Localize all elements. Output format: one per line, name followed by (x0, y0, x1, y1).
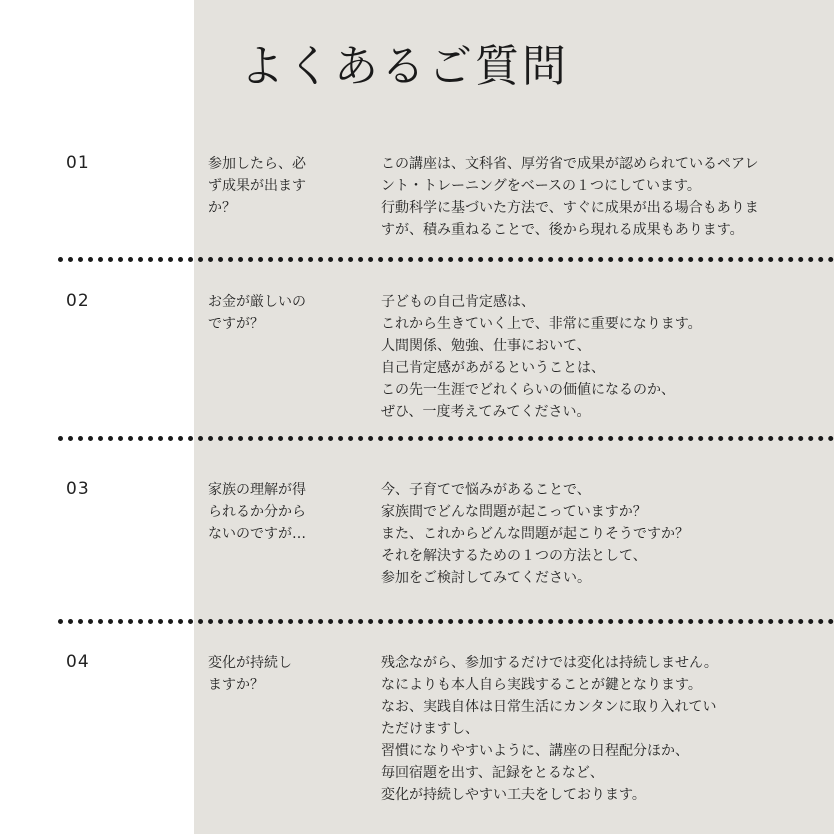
answer-line: 行動科学に基づいた方法で、すぐに成果が出る場合もありま (381, 200, 759, 216)
answer-line: 変化が持続しやすい工夫をしております。 (381, 787, 646, 803)
dotted-divider (58, 619, 834, 624)
faq-question (208, 479, 338, 545)
answer-line: 子どもの自己肯定感は、 (381, 294, 535, 310)
answer-line: それを解決するための１つの方法として、 (381, 548, 647, 564)
faq-number: 04 (66, 652, 90, 672)
answer-line: すが、積み重ねることで、後から現れる成果もあります。 (381, 222, 744, 238)
dotted-divider (58, 436, 834, 441)
faq-question (208, 291, 338, 335)
faq-number: 03 (66, 479, 90, 499)
answer-line: ただけますし、 (381, 721, 479, 737)
answer-line: なお、実践自体は日常生活にカンタンに取り入れてい (381, 699, 717, 715)
question-line: 変化が持続し (208, 655, 292, 671)
page-title: よくあるご質問 (240, 41, 569, 92)
question-line: ず成果が出ます (208, 178, 306, 194)
question-line: ないのですが… (208, 526, 306, 542)
answer-line: 残念ながら、参加するだけでは変化は持続しません。 (381, 655, 718, 671)
question-line: か？ (208, 200, 236, 216)
answer-line: この講座は、文科省、厚労省で成果が認められているペアレ (381, 156, 759, 172)
answer-line: 人間関係、勉強、仕事において、 (381, 338, 591, 354)
question-line: ですが？ (208, 316, 264, 332)
dotted-divider (58, 257, 834, 262)
faq-question (208, 153, 338, 219)
answer-line: 今、子育てで悩みがあることで、 (381, 482, 591, 498)
answer-line: 参加をご検討してみてください。 (381, 570, 591, 586)
answer-line: また、これからどんな問題が起こりそうですか？ (381, 526, 689, 542)
answer-line: なによりも本人自ら実践することが鍵となります。 (381, 677, 702, 693)
faq-number: 02 (66, 291, 90, 311)
question-line: られるか分から (208, 504, 306, 520)
question-line: 家族の理解が得 (208, 482, 306, 498)
answer-line: この先一生涯でどれくらいの価値になるのか、 (381, 382, 675, 398)
question-line: 参加したら、必 (208, 156, 306, 172)
answer-line: ぜひ、一度考えてみてください。 (381, 404, 591, 420)
faq-answer (381, 652, 821, 806)
answer-line: これから生きていく上で、非常に重要になります。 (381, 316, 702, 332)
faq-answer (381, 479, 821, 589)
faq-answer (381, 291, 821, 423)
answer-line: 家族間でどんな問題が起こっていますか？ (381, 504, 647, 520)
faq-answer (381, 153, 821, 241)
question-line: ますか？ (208, 677, 264, 693)
answer-line: 自己肯定感があがるということは、 (381, 360, 605, 376)
question-line: お金が厳しいの (208, 294, 306, 310)
answer-line: 習慣になりやすいように、講座の日程配分ほか、 (381, 743, 689, 759)
faq-number: 01 (66, 153, 90, 173)
answer-line: 毎回宿題を出す、記録をとるなど、 (381, 765, 604, 781)
faq-question (208, 652, 338, 696)
answer-line: ント・トレーニングをベースの１つにしています。 (381, 178, 701, 194)
